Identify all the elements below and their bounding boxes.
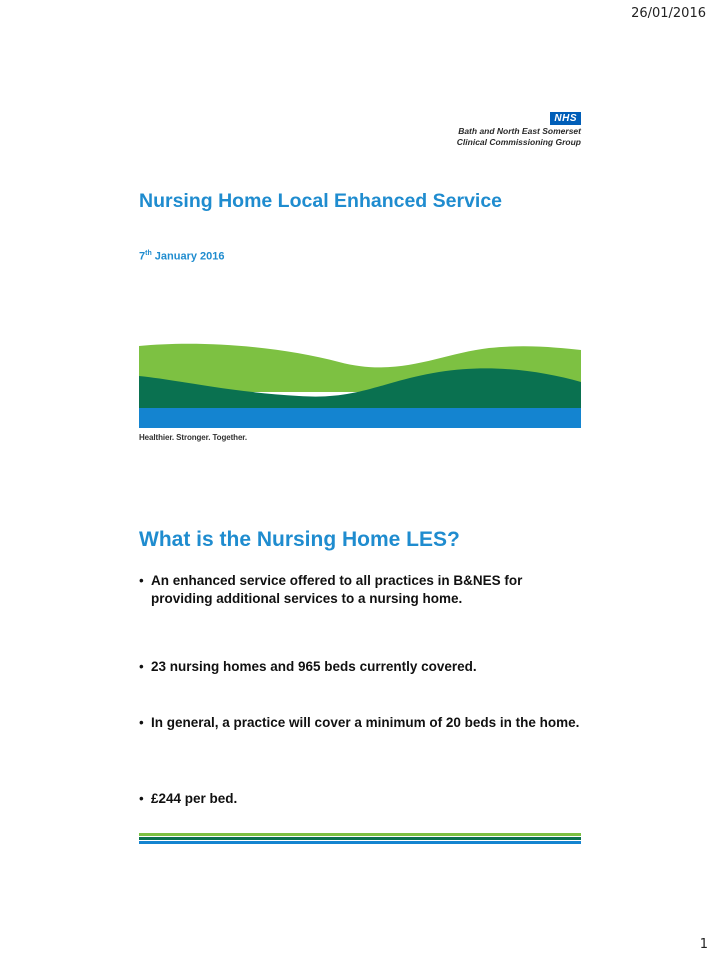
page-date: 26/01/2016 (631, 6, 706, 21)
slide-title: Nursing Home Local Enhanced Service (139, 190, 503, 212)
list-item: • £244 per bed. (139, 790, 237, 808)
page-number: 1 (699, 937, 708, 952)
nhs-logo-block (457, 108, 581, 148)
org-name-line2: Clinical Commissioning Group (456, 137, 581, 147)
wave-banner (139, 342, 581, 428)
footer-stripes (139, 833, 581, 845)
stripe-green (139, 833, 581, 836)
date-suffix: th (145, 250, 152, 257)
tagline: Healthier. Stronger. Together. (139, 433, 247, 442)
nhs-logo: NHS (550, 112, 581, 125)
wave-blue-band (139, 408, 581, 428)
slide-date (139, 250, 225, 263)
date-rest: January 2016 (151, 250, 225, 263)
slide-title-2: What is the Nursing Home LES? (139, 528, 460, 551)
list-item: • 23 nursing homes and 965 beds currently covered. (139, 658, 477, 676)
list-item: • An enhanced service offered to all practices in B&NES for providing additional services to a nursing home. (139, 572, 581, 608)
stripe-blue (139, 841, 581, 844)
list-item: • In general, a practice will cover a minimum of 20 beds in the home. (139, 714, 579, 732)
title-slide (139, 100, 581, 460)
date-day: 7 (139, 250, 146, 263)
org-name-line1: Bath and North East Somerset (458, 126, 581, 136)
stripe-dark-green (139, 837, 581, 840)
content-slide (139, 520, 581, 850)
